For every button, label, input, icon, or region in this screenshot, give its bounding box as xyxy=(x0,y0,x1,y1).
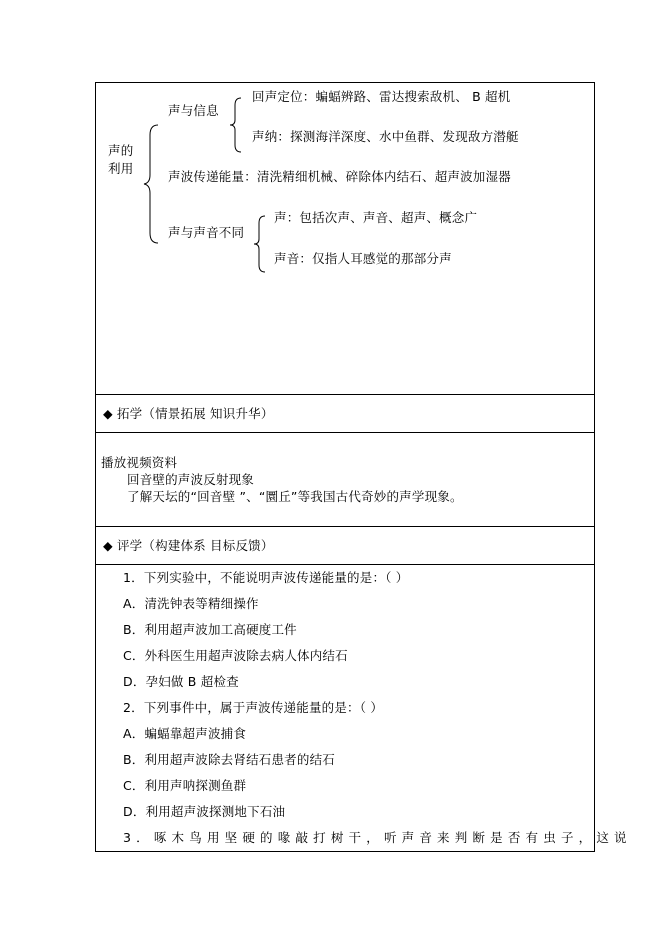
mindmap-root-label-2: 利用 xyxy=(108,161,134,176)
audible-sound-item: 声音：仅指人耳感觉的那部分声 xyxy=(274,251,452,266)
mindmap-root-label: 声的 xyxy=(108,143,134,158)
echo-location-item: 回声定位：蝙蝠辨路、雷达搜索敌机、 B 超机 xyxy=(252,89,511,104)
divider-extend-top xyxy=(95,394,595,395)
extend-line-3: 了解天坛的“回音壁 ”、“圜丘”等我国古代奇妙的声学现象。 xyxy=(127,489,463,504)
question-1-option-a: A．清洗钟表等精细操作 xyxy=(123,596,259,611)
question-1-option-b: B．利用超声波加工高硬度工件 xyxy=(123,622,297,637)
question-2-option-d: D．利用超声波探测地下石油 xyxy=(123,804,286,819)
question-3-stem: 3．啄木鸟用坚硬的喙敲打树干，听声音来判断是否有虫子，这说 xyxy=(123,830,632,845)
branch-sound-difference: 声与声音不同 xyxy=(168,225,245,240)
question-2-option-c: C．利用声呐探测鱼群 xyxy=(123,778,247,793)
question-1-stem: 1．下列实验中，不能说明声波传递能量的是：（ ） xyxy=(123,570,409,585)
main-brace xyxy=(142,123,162,245)
extend-line-2: 回音壁的声波反射现象 xyxy=(127,472,255,487)
question-2-option-b: B．利用超声波除去肾结石患者的结石 xyxy=(123,752,335,767)
extend-line-1: 播放视频资料 xyxy=(101,455,178,470)
divider-evaluate-top xyxy=(95,526,595,527)
evaluate-section-header: ◆ 评学（构建体系 目标反馈） xyxy=(103,538,274,553)
question-2-option-a: A．蝙蝠靠超声波捕食 xyxy=(123,726,247,741)
question-1-option-c: C．外科医生用超声波除去病人体内结石 xyxy=(123,648,348,663)
divider-evaluate-bottom xyxy=(95,564,595,565)
question-1-option-d: D．孕妇做 B 超检查 xyxy=(123,674,239,689)
extend-section-header: ◆ 拓学（情景拓展 知识升华） xyxy=(103,406,274,421)
divider-extend-bottom xyxy=(95,432,595,433)
sound-definition-item: 声：包括次声、声音、超声、概念广 xyxy=(274,210,478,225)
question-2-stem: 2．下列事件中，属于声波传递能量的是：（ ） xyxy=(123,700,384,715)
branch-sound-info: 声与信息 xyxy=(168,103,219,118)
branch-energy: 声波传递能量：清洗精细机械、碎除体内结石、超声波加湿器 xyxy=(168,169,511,184)
sonar-item: 声纳：探测海洋深度、水中鱼群、发现敌方潜艇 xyxy=(252,129,519,144)
info-brace xyxy=(228,96,244,154)
difference-brace xyxy=(252,214,268,274)
